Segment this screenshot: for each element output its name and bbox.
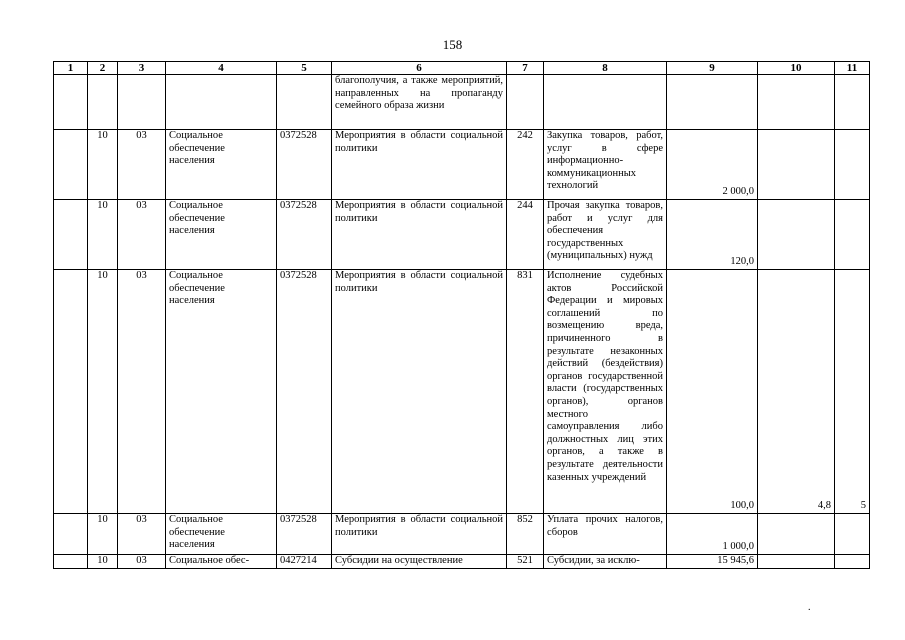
table-row	[54, 514, 870, 555]
cell-section-name: Социальное обеспечение населения	[166, 200, 277, 270]
cell-expense-name: Исполнение судебных актов Российской Федерации и мировых соглашений по возмещению вреда, причиненного в результате незаконных действий (бездействия) органов государственной власти (государственных органов), органов местного самоуправления либо должностных лиц этих органов, а также в результате деятельности казенных учреждений	[544, 270, 667, 514]
cell-target-code: 0372528	[277, 514, 332, 555]
col-header-6: 6	[332, 62, 507, 75]
cell-purpose: Мероприятия в области социальной политики	[332, 130, 507, 200]
table-row	[54, 130, 870, 200]
header-row	[54, 62, 870, 75]
cell-col10	[758, 130, 835, 200]
col-header-7: 7	[507, 62, 544, 75]
cell-col11: 5	[835, 270, 870, 514]
cell-section: 10	[88, 200, 118, 270]
cell-section: 10	[88, 555, 118, 569]
cell-expense-type: 852	[507, 514, 544, 555]
cell-expense-name: Уплата прочих налогов, сборов	[544, 514, 667, 555]
budget-table	[53, 61, 870, 569]
cell-expense-type: 242	[507, 130, 544, 200]
cell-subsection: 03	[118, 555, 166, 569]
cell-amount: 1 000,0	[667, 514, 758, 555]
cell-purpose: благополучия, а также мероприятий, направленных на пропаганду семейного образа жизни	[332, 75, 507, 130]
cell-purpose: Мероприятия в области социальной политики	[332, 270, 507, 514]
cell-subsection: 03	[118, 514, 166, 555]
cell-expense-type: 244	[507, 200, 544, 270]
cell-col11	[835, 514, 870, 555]
cell-section-name: Социальное обеспечение населения	[166, 514, 277, 555]
cell-target-code: 0427214	[277, 555, 332, 569]
cell-section-name: Социальное обеспечение населения	[166, 270, 277, 514]
col-header-5: 5	[277, 62, 332, 75]
cell-amount: 100,0	[667, 270, 758, 514]
cell-expense-type: 831	[507, 270, 544, 514]
cell-col10	[758, 514, 835, 555]
cell-col10: 4,8	[758, 270, 835, 514]
table-row	[54, 200, 870, 270]
col-header-3: 3	[118, 62, 166, 75]
cell-subsection: 03	[118, 130, 166, 200]
table-row-continuation	[54, 75, 870, 130]
cell-section: 10	[88, 130, 118, 200]
cell-purpose: Мероприятия в области социальной политики	[332, 200, 507, 270]
cell-section-name: Социальное обес-	[166, 555, 277, 569]
cell-amount: 2 000,0	[667, 130, 758, 200]
cell-section: 10	[88, 270, 118, 514]
col-header-4: 4	[166, 62, 277, 75]
cell-purpose: Мероприятия в области социальной политики	[332, 514, 507, 555]
cell-target-code: 0372528	[277, 130, 332, 200]
cell-target-code: 0372528	[277, 200, 332, 270]
footer-mark: .	[808, 602, 811, 613]
cell-section-name: Социальное обеспечение населения	[166, 130, 277, 200]
cell-expense-name: Закупка товаров, работ, услуг в сфере информационно-коммуникационных технологий	[544, 130, 667, 200]
cell-section: 10	[88, 514, 118, 555]
col-header-2: 2	[88, 62, 118, 75]
cell-col10	[758, 555, 835, 569]
cell-col11	[835, 200, 870, 270]
cell-expense-type: 521	[507, 555, 544, 569]
cell-target-code: 0372528	[277, 270, 332, 514]
page-number: 158	[442, 37, 463, 52]
cell-col10	[758, 200, 835, 270]
cell-amount: 15 945,6	[667, 555, 758, 569]
col-header-1: 1	[54, 62, 88, 75]
cell-subsection: 03	[118, 200, 166, 270]
col-header-8: 8	[544, 62, 667, 75]
table-row	[54, 270, 870, 514]
cell-expense-name: Субсидии, за исклю-	[544, 555, 667, 569]
col-header-10: 10	[758, 62, 835, 75]
cell-col11	[835, 130, 870, 200]
cell-expense-name: Прочая закупка товаров, работ и услуг для обеспечения государственных (муниципальных) нужд	[544, 200, 667, 270]
col-header-11: 11	[835, 62, 870, 75]
col-header-9: 9	[667, 62, 758, 75]
cell-subsection: 03	[118, 270, 166, 514]
cell-purpose: Субсидии на осуществление	[332, 555, 507, 569]
cell-amount: 120,0	[667, 200, 758, 270]
table-row	[54, 555, 870, 569]
cell-col11	[835, 555, 870, 569]
